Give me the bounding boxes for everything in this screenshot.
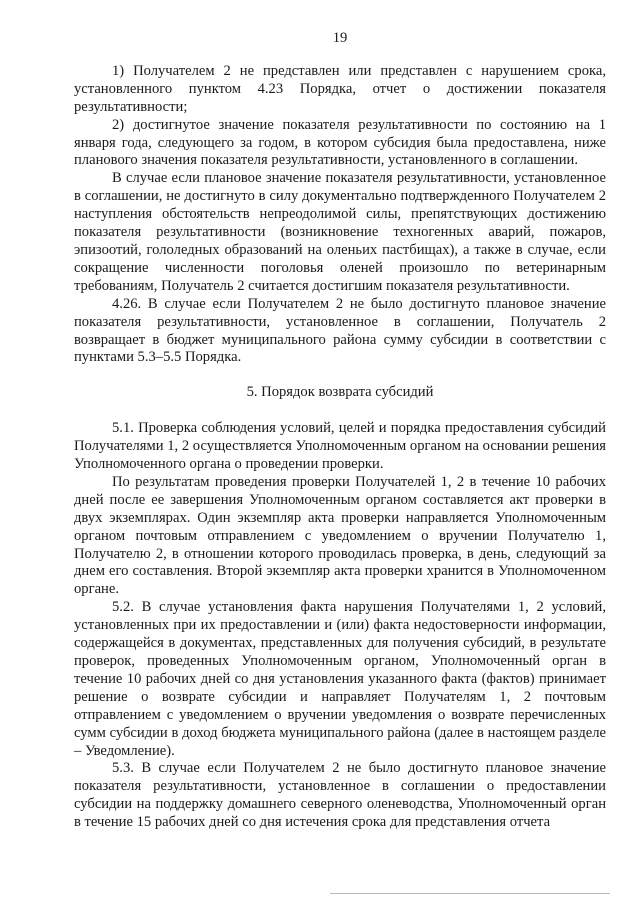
paragraph-inspection-results: По результатам проведения проверки Получателей 1, 2 в течение 10 рабочих дней после ее завершения Уполномоченным органом составляется акт проверки в двух экземплярах. Один экземпляр акта проверки направляется Уполномоченным органом почтовым отправлением с уведомлением о вручении Получателю 1, Получателю 2, в отношении которого проводилась проверка, в день, следующий за днем его составления. Второй экземпляр акта проверки хранится в Уполномоченном органе. [74,473,606,598]
paragraph-5-2: 5.2. В случае установления факта нарушения Получателями 1, 2 условий, установленных при их предоставлении и (или) факта недостоверности информации, содержащейся в документах, представленных для получения субсидий, в результате проверок, проведенных Уполномоченным органом, Уполномоченный орган в течение 10 рабочих дней со дня установления указанного факта (фактов) принимает решение о возврате субсидии и направляет Получателям 1, 2 почтовым отправлением с уведомлением о вручении уведомления о возврате перечисленных сумм субсидии в доход бюджета муниципального района (далее в настоящем разделе – Уведомление). [74,599,606,759]
paragraph-force-majeure: В случае если плановое значение показателя результативности, установленное в соглашении, не достигнуто в силу документально подтвержденного Получателем 2 наступления обстоятельств непреодолимой силы, препятствующих достижению показателя результативности (возникновение техногенных аварий, пожаров, эпизоотий, гололедных образований на оленьих пастбищах), а также в случае, если сокращение численности поголовья оленей произошло по ветеринарным требованиям, Получатель 2 считается достигшим показателя результативности. [74,170,606,294]
section-heading: 5. Порядок возврата субсидий [246,384,434,401]
scan-edge-line [330,893,610,894]
paragraph-5-3: 5.3. В случае если Получателем 2 не было достигнуто плановое значение показателя результативности, установленное в соглашении о предоставлении субсидии на поддержку домашнего северного оленеводства, Уполномоченный орган в течение 15 рабочих дней со дня истечения срока для представления отчета [74,760,606,831]
paragraph-condition-2: 2) достигнутое значение показателя результативности по состоянию на 1 января года, следующего за годом, в котором субсидия была предоставлена, ниже планового значения показателя результативности, установленного в соглашении. [74,116,606,169]
page-number: 19 [332,30,348,46]
paragraph-5-1: 5.1. Проверка соблюдения условий, целей и порядка предоставления субсидий Получателями 1, 2 осуществляется Уполномоченным органом на основании решения Уполномоченного органа о проведении проверки. [74,420,606,473]
paragraph-4-26: 4.26. В случае если Получателем 2 не было достигнуто плановое значение показателя результативности, установленное в соглашении, Получатель 2 возвращает в бюджет муниципального района сумму субсидии в соответствии с пунктами 5.3–5.5 Порядка. [74,295,606,366]
paragraph-condition-1: 1) Получателем 2 не представлен или представлен с нарушением срока, установленного пунктом 4.23 Порядка, отчет о достижении показателя результативности; [74,62,606,115]
document-page [74,30,606,832]
